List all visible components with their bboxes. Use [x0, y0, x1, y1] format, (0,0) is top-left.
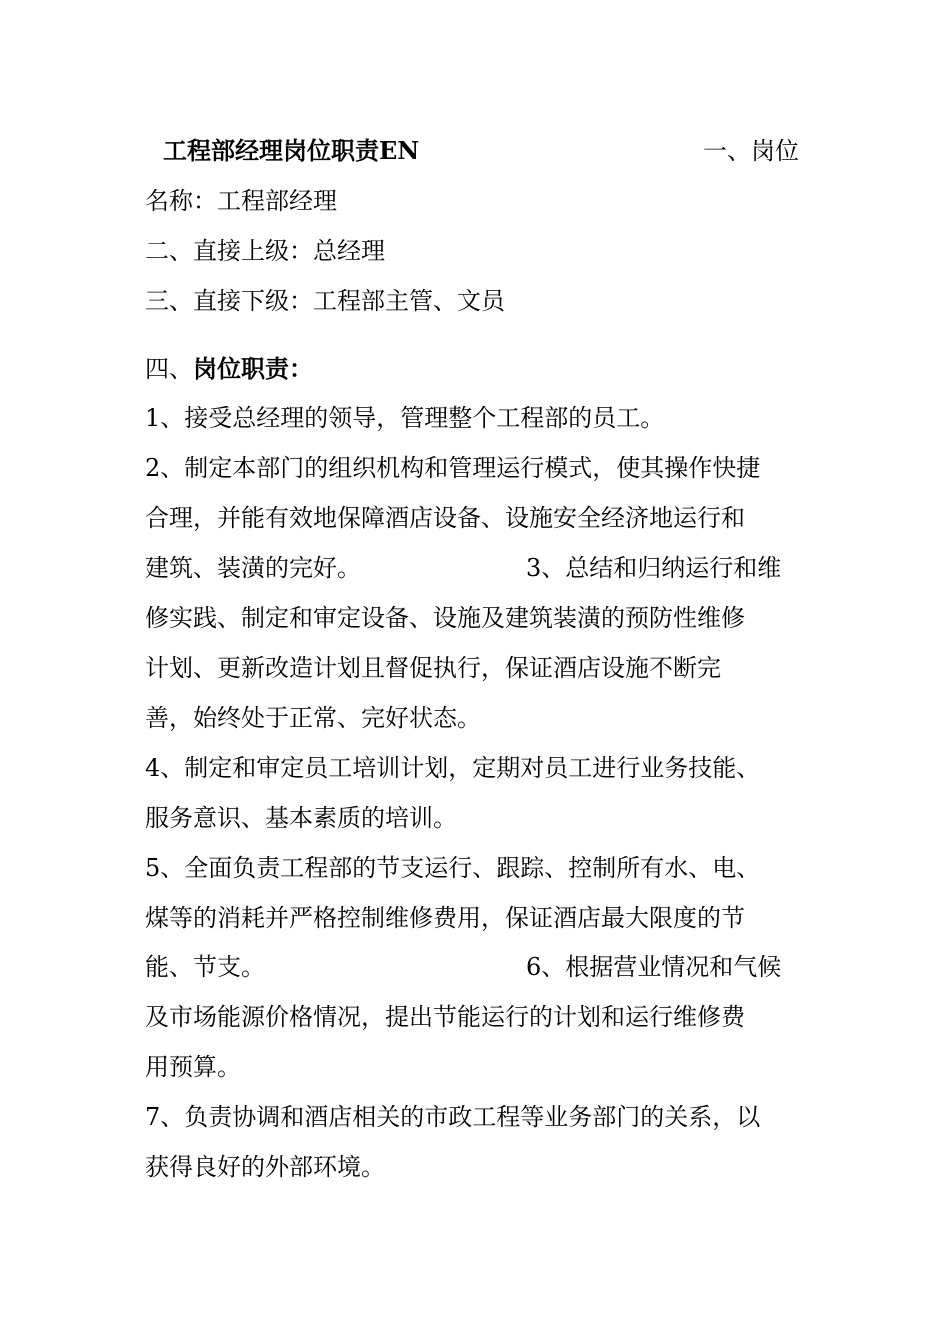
paragraph-line: 用预算。: [145, 1053, 241, 1081]
paragraph-line: 煤等的消耗并严格控制维修费用，保证酒店最大限度的节: [145, 904, 745, 932]
duty-item: 6、根据营业情况和气候: [526, 953, 782, 981]
section-4-title: 岗位职责：: [193, 354, 313, 383]
paragraph-line: 名称：工程部经理: [145, 187, 337, 215]
line-text: 能、节支。: [145, 953, 265, 981]
duty-item: 2、制定本部门的组织机构和管理运行模式，使其操作快捷: [145, 454, 761, 482]
document-title: 工程部经理岗位职责EN: [163, 136, 420, 165]
duty-item: 4、制定和审定员工培训计划，定期对员工进行业务技能、: [145, 754, 761, 782]
paragraph-line: 善，始终处于正常、完好状态。: [145, 704, 481, 732]
paragraph-line: 修实践、制定和审定设备、设施及建筑装潢的预防性维修: [145, 604, 745, 632]
paragraph-line: 及市场能源价格情况，提出节能运行的计划和运行维修费: [145, 1003, 745, 1031]
paragraph-line: 获得良好的外部环境。: [145, 1153, 385, 1181]
section-4-heading: [145, 349, 805, 389]
paragraph-line: 三、直接下级：工程部主管、文员: [145, 287, 505, 315]
paragraph-line: 合理，并能有效地保障酒店设备、设施安全经济地运行和: [145, 504, 745, 532]
section-4-number: 四、: [145, 355, 193, 383]
duty-item: 5、全面负责工程部的节支运行、跟踪、控制所有水、电、: [145, 854, 761, 882]
section-1-heading-start: 一、岗位: [703, 137, 799, 165]
duty-item: 1、接受总经理的领导，管理整个工程部的员工。: [145, 404, 665, 432]
line-text: 建筑、装潢的完好。: [145, 554, 361, 582]
duty-item: 3、总结和归纳运行和维: [526, 554, 782, 582]
paragraph-line: 服务意识、基本素质的培训。: [145, 804, 457, 832]
paragraph-line: [145, 947, 805, 987]
duty-item: 7、负责协调和酒店相关的市政工程等业务部门的关系，以: [145, 1103, 761, 1131]
paragraph-line: 二、直接上级：总经理: [145, 237, 385, 265]
paragraph-line: [145, 548, 805, 588]
paragraph-line: 计划、更新改造计划且督促执行，保证酒店设施不断完: [145, 654, 721, 682]
